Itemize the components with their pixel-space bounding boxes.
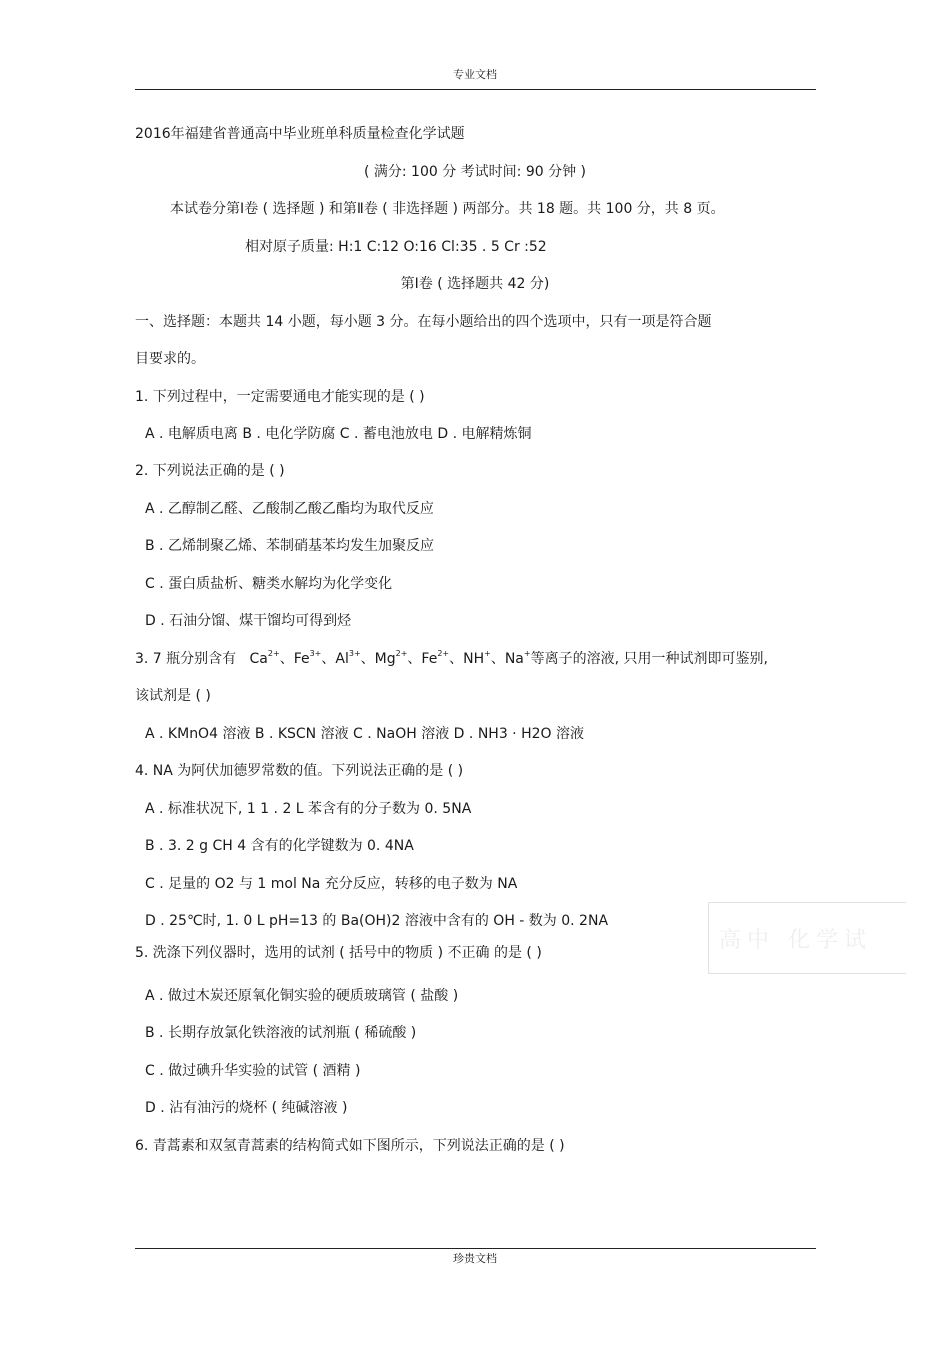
q2-option-d: D . 石油分馏、煤干馏均可得到烃 (145, 613, 352, 629)
q5-stem: 5. 洗涤下列仪器时，选用的试剂 ( 括号中的物质 ) 不正确 的是 ( ) (135, 945, 542, 961)
q5-option-a: A . 做过木炭还原氧化铜实验的硬质玻璃管 ( 盐酸 ) (145, 988, 459, 1004)
atomic-masses: 相对原子质量: H:1 C:12 O:16 Cl:35 . 5 Cr :52 (245, 239, 547, 255)
q4-option-c: C . 足量的 O2 与 1 mol Na 充分反应，转移的电子数为 NA (145, 876, 518, 892)
q2-option-b: B . 乙烯制聚乙烯、苯制硝基苯均发生加聚反应 (145, 538, 434, 554)
ion-al: $Al^{3+}$ (335, 649, 361, 667)
q4-stem: 4. NA 为阿伏加德罗常数的值。下列说法正确的是 ( ) (135, 763, 464, 779)
exam-title: 2016年福建省普通高中毕业班单科质量检查化学试题 (135, 126, 465, 142)
ion-fe3: $Fe^{3+}$ (293, 649, 322, 667)
q3-line2: 该试剂是 ( ) (135, 688, 211, 704)
q2-stem: 2. 下列说法正确的是 ( ) (135, 463, 285, 479)
q3-stem: 3. 7 瓶分别含有 $Ca^{2+}$、$Fe^{3+}$、$Al^{3+}$、$Mg^{2+}$、$Fe^{2+}$、NH+、Na+等离子的溶液, 只用一种试剂即可鉴别, (135, 649, 768, 667)
ion-nh4: NH+ (463, 649, 491, 667)
q6-stem: 6. 青蒿素和双氢青蒿素的结构简式如下图所示，下列说法正确的是 ( ) (135, 1138, 565, 1154)
q5-option-d: D . 沾有油污的烧杯 ( 纯碱溶液 ) (145, 1100, 348, 1116)
q3-options: A . KMnO4 溶液 B . KSCN 溶液 C . NaOH 溶液 D . NH3 · H2O 溶液 (145, 726, 584, 742)
q3-prefix: 3. 7 瓶分别含有 (135, 651, 237, 667)
q2-option-c: C . 蛋白质盐析、糖类水解均为化学变化 (145, 576, 393, 592)
q1-stem: 1. 下列过程中，一定需要通电才能实现的是 ( ) (135, 389, 425, 405)
q5-option-c: C . 做过碘升华实验的试管 ( 酒精 ) (145, 1063, 361, 1079)
instructions-line2: 目要求的。 (135, 351, 205, 367)
q4-option-a: A . 标准状况下, 1 1 . 2 L 苯含有的分子数为 0. 5NA (145, 801, 472, 817)
watermark-box (708, 902, 906, 974)
score-info: ( 满分: 100 分 考试时间: 90 分钟 ) (363, 164, 587, 180)
ion-mg: $Mg^{2+}$ (374, 649, 408, 667)
part1-title: 第Ⅰ卷 ( 选择题共 42 分) (400, 276, 550, 292)
instructions-line1: 一、选择题：本题共 14 小题，每小题 3 分。在每小题给出的四个选项中，只有一项是符合题 (135, 314, 712, 330)
q4-option-b: B . 3. 2 g CH 4 含有的化学键数为 0. 4NA (145, 838, 414, 854)
ion-fe2: $Fe^{2+}$ (421, 649, 450, 667)
ion-ca: $Ca^{2+}$ (249, 649, 280, 667)
q1-options: A . 电解质电离 B . 电化学防腐 C . 蓄电池放电 D . 电解精炼铜 (145, 426, 532, 442)
q3-suffix: 等离子的溶液, 只用一种试剂即可鉴别, (530, 651, 768, 667)
q5-option-b: B . 长期存放氯化铁溶液的试剂瓶 ( 稀硫酸 ) (145, 1025, 417, 1041)
q4-option-d: D . 25℃时, 1. 0 L pH=13 的 Ba(OH)2 溶液中含有的 OH - 数为 0. 2NA (145, 913, 609, 929)
ion-na: Na+ (504, 649, 531, 667)
page-footer: 珍贵文档 (453, 1252, 497, 1265)
header-rule (135, 89, 816, 90)
paper-info: 本试卷分第Ⅰ卷 ( 选择题 ) 和第Ⅱ卷 ( 非选择题 ) 两部分。共 18 题。共 100 分，共 8 页。 (170, 201, 725, 217)
footer-rule (135, 1248, 816, 1249)
watermark-text: 高中 化学试 (719, 928, 872, 953)
page-header: 专业文档 (453, 68, 497, 81)
q2-option-a: A . 乙醇制乙醛、乙酸制乙酸乙酯均为取代反应 (145, 501, 434, 517)
